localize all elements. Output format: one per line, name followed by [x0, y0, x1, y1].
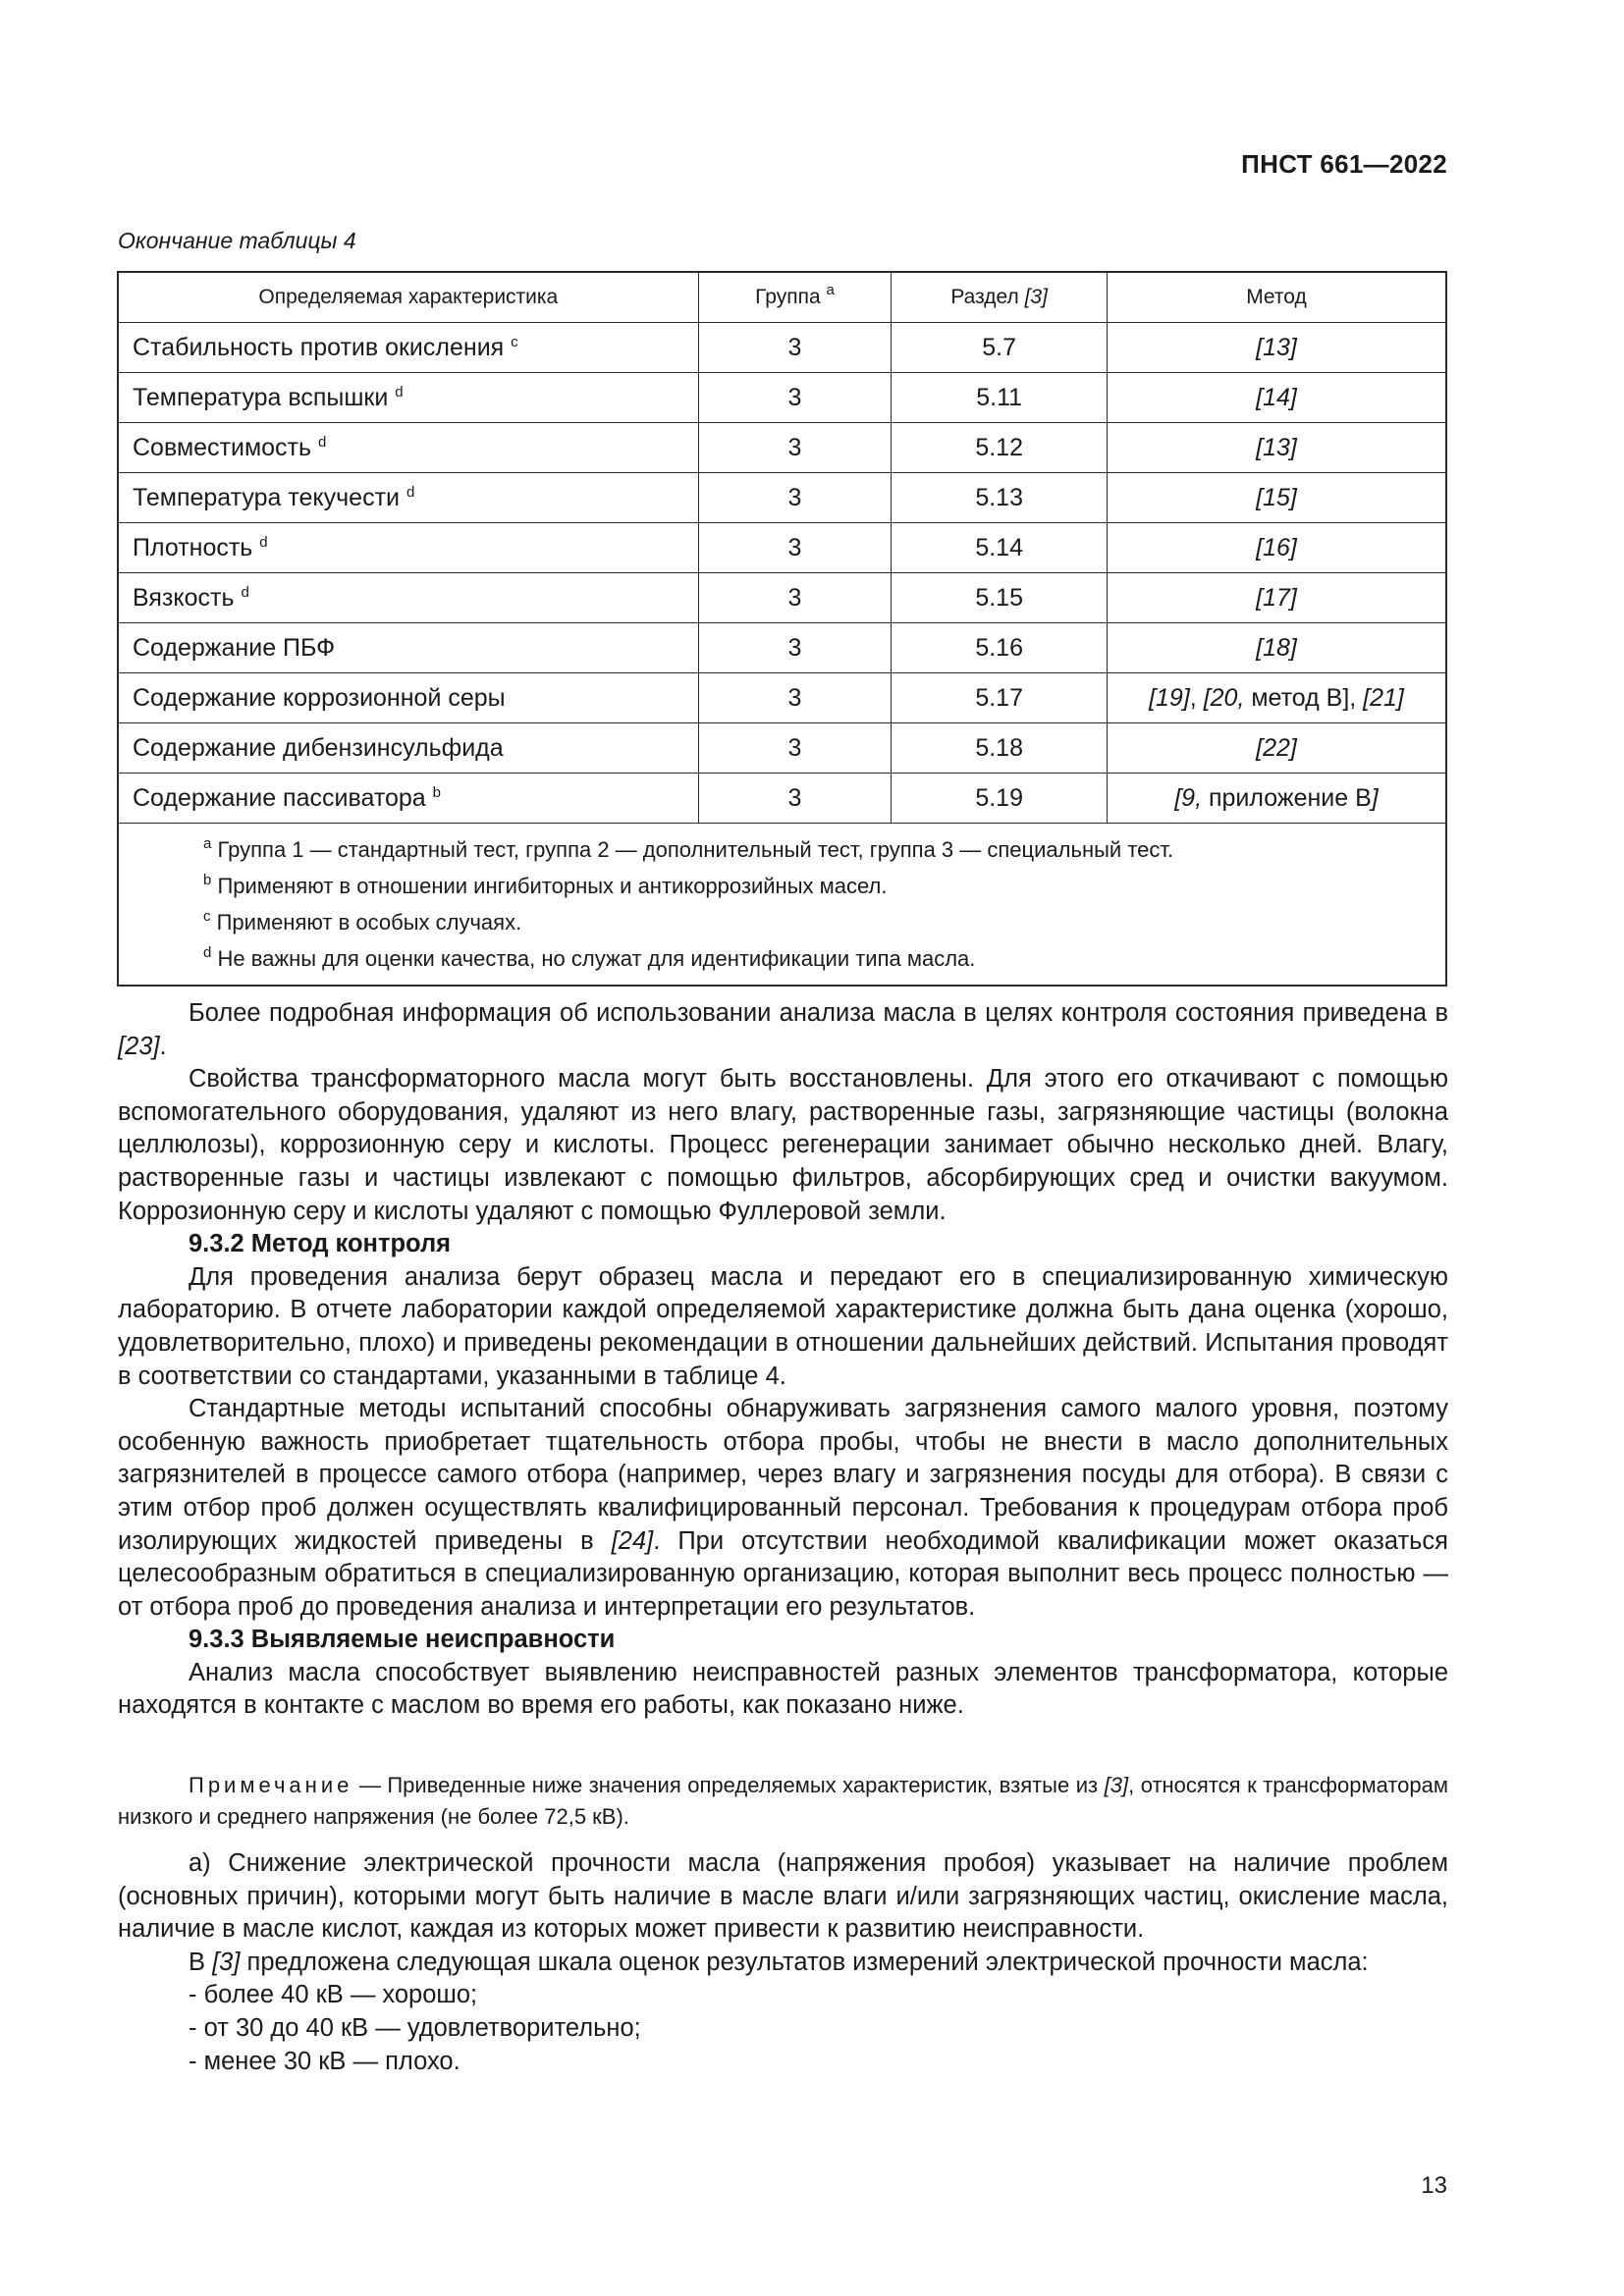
section-heading-9-3-3: 9.3.3 Выявляемые неисправности	[189, 1626, 616, 1654]
cell-method: [18]	[1107, 623, 1446, 673]
list-item: - менее 30 кВ — плохо.	[189, 2047, 460, 2075]
cell-section: 5.11	[892, 373, 1108, 423]
cell-group: 3	[698, 523, 892, 573]
table-row	[118, 673, 1446, 723]
cell-characteristic: Температура вспышки $^d$	[118, 373, 698, 423]
cell-group: 3	[698, 373, 892, 423]
table-row	[118, 573, 1446, 623]
list-item: - более 40 кВ — хорошо;	[189, 1981, 478, 2009]
body-text-block-2	[118, 1847, 1448, 2078]
cell-section: 5.13	[892, 473, 1108, 523]
cell-group: 3	[698, 473, 892, 523]
cell-group: 3	[698, 723, 892, 774]
cell-characteristic: Вязкость $^d$	[118, 573, 698, 623]
cell-characteristic: Совместимость $^d$	[118, 423, 698, 473]
col-header-group: Группа $^a$	[698, 272, 892, 323]
table-row	[118, 323, 1446, 373]
cell-method: [19], [20, метод В], [21]	[1107, 673, 1446, 723]
cell-method: [22]	[1107, 723, 1446, 774]
table-row	[118, 423, 1446, 473]
list-item: - от 30 до 40 кВ — удовлетворительно;	[189, 2013, 641, 2042]
note: Примечание — Приведенные ниже значения определяемых характеристик, взятые из [3], относятся к трансформаторам низкого и среднего напряжения (не более 72,5 кВ).	[118, 1773, 1448, 1829]
cell-section: 5.14	[892, 523, 1108, 573]
page-number: 13	[1421, 2172, 1447, 2199]
cell-characteristic: Содержание ПБФ	[118, 623, 698, 673]
cell-method: [13]	[1107, 423, 1446, 473]
footnote-b: $^b$ Применяют в отношении ингибиторных и антикоррозийных масел.	[203, 872, 888, 898]
cell-group: 3	[698, 623, 892, 673]
cell-method: [9, приложение В]	[1107, 774, 1446, 824]
cell-section: 5.18	[892, 723, 1108, 774]
footnote-d: $^d$ Не важны для оценки качества, но служат для идентификации типа масла.	[203, 944, 976, 971]
footnote-a: $^a$ Группа 1 — стандартный тест, группа 2 — дополнительный тест, группа 3 — специальный тест.	[203, 835, 1174, 862]
cell-group: 3	[698, 774, 892, 824]
note-label: Примечание	[189, 1773, 353, 1797]
document-code: ПНСТ 661—2022	[1241, 149, 1447, 179]
paragraph: Более подробная информация об использовании анализа масла в целях контроля состояния приведена в [23].	[118, 999, 1448, 1060]
col-header-method: Метод	[1107, 272, 1446, 323]
section-heading-9-3-2: 9.3.2 Метод контроля	[189, 1230, 452, 1258]
table-footnotes-row	[118, 824, 1446, 987]
table-footnotes	[118, 824, 1446, 987]
cell-section: 5.15	[892, 573, 1108, 623]
cell-characteristic: Содержание коррозионной серы	[118, 673, 698, 723]
table-row	[118, 373, 1446, 423]
cell-characteristic: Стабильность против окисления $^c$	[118, 323, 698, 373]
paragraph: Анализ масла способствует выявлению неисправностей разных элементов трансформатора, которые находятся в контакте с маслом во время его работы, как показано ниже.	[118, 1658, 1448, 1720]
paragraph: Стандартные методы испытаний способны обнаруживать загрязнения самого малого уровня, поэтому особенную важность приобретает тщательность отбора пробы, чтобы не внести в масло дополнительных загрязнителей в процессе самого отбора (например, через влагу и загрязнения посуды для отбора). В связи с этим отбор проб должен осуществлять квалифицированный персонал. Требования к процедурам отбора проб изолирующих жидкостей приведены в [24]. При отсутствии необходимой квалификации может оказаться целесообразным обратиться в специализированную организацию, которая выполнит весь процесс полностью — от отбора проб до проведения анализа и интерпретации его результатов.	[118, 1395, 1448, 1621]
col-header-characteristic: Определяемая характеристика	[118, 272, 698, 323]
paragraph: а) Снижение электрической прочности масла (напряжения пробоя) указывает на наличие проблем (основных причин), которыми могут быть наличие в масле влаги и/или загрязняющих частиц, окисление масла, наличие в масле кислот, каждая из которых может привести к развитию неисправности.	[118, 1849, 1448, 1944]
table-row	[118, 623, 1446, 673]
cell-group: 3	[698, 323, 892, 373]
footnote-c: $^c$ Применяют в особых случаях.	[203, 908, 522, 934]
table-row	[118, 723, 1446, 774]
cell-section: 5.16	[892, 623, 1108, 673]
cell-section: 5.17	[892, 673, 1108, 723]
cell-section: 5.19	[892, 774, 1108, 824]
paragraph: Свойства трансформаторного масла могут быть восстановлены. Для этого его откачивают с помощью вспомогательного оборудования, удаляют из него влагу, растворенные газы, загрязняющие частицы (волокна целлюлозы), коррозионную серу и кислоты. Процесс регенерации занимает обычно несколько дней. Влагу, растворенные газы и частицы извлекают с помощью фильтров, абсорбирующих сред и очистки вакуумом. Коррозионную серу и кислоты удаляют с помощью Фуллеровой земли.	[118, 1065, 1448, 1225]
table-caption: Окончание таблицы 4	[118, 228, 356, 253]
cell-method: [17]	[1107, 573, 1446, 623]
table-row	[118, 523, 1446, 573]
table-4	[117, 271, 1447, 987]
table-row	[118, 473, 1446, 523]
col-header-section: Раздел [3]	[892, 272, 1108, 323]
cell-method: [16]	[1107, 523, 1446, 573]
cell-characteristic: Содержание пассиватора $^b$	[118, 774, 698, 824]
cell-group: 3	[698, 573, 892, 623]
table-row	[118, 774, 1446, 824]
paragraph: В [3] предложена следующая шкала оценок результатов измерений электрической прочности масла:	[189, 1948, 1369, 1976]
cell-section: 5.12	[892, 423, 1108, 473]
table-header-row	[118, 272, 1446, 323]
cell-characteristic: Температура текучести $^d$	[118, 473, 698, 523]
cell-section: 5.7	[892, 323, 1108, 373]
cell-characteristic: Плотность $^d$	[118, 523, 698, 573]
cell-group: 3	[698, 423, 892, 473]
cell-method: [15]	[1107, 473, 1446, 523]
cell-group: 3	[698, 673, 892, 723]
paragraph: Для проведения анализа берут образец масла и передают его в специализированную химическую лабораторию. В отчете лаборатории каждой определяемой характеристике должна быть дана оценка (хорошо, удовлетворительно, плохо) и приведены рекомендации в отношении дальнейших действий. Испытания проводят в соответствии со стандартами, указанными в таблице 4.	[118, 1262, 1448, 1390]
cell-characteristic: Содержание дибензинсульфида	[118, 723, 698, 774]
cell-method: [13]	[1107, 323, 1446, 373]
body-text-block-1	[118, 997, 1448, 1723]
cell-method: [14]	[1107, 373, 1446, 423]
